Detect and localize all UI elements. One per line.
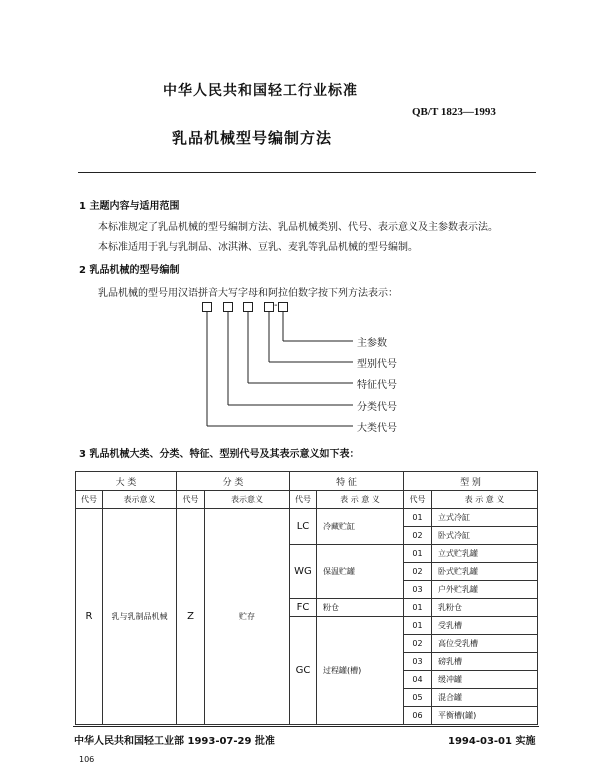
type-code-cell: 02 [404,635,432,653]
classification-table [75,471,538,725]
sub-header: 表示意义 [103,491,177,509]
standard-org-heading: 中华人民共和国轻工行业标准 [163,83,358,99]
type-meaning-cell: 受乳槽 [432,617,538,635]
code-box-main-param [278,302,288,312]
type-code-cell: 03 [404,653,432,671]
type-meaning-cell: 户外贮乳罐 [432,581,538,599]
type-meaning-cell: 卧式冷缸 [432,527,538,545]
feature-meaning-cell: 过程罐(槽) [317,617,404,725]
code-dash: - [274,300,278,311]
type-code-cell: 01 [404,599,432,617]
type-code-cell: 01 [404,617,432,635]
approval-text: 中华人民共和国轻工业部 1993-07-29 批准 [74,736,275,747]
type-meaning-cell: 立式冷缸 [432,509,538,527]
section-3-heading: 3 乳品机械大类、分类、特征、型别代号及其表示意义如下表： [79,449,360,460]
type-meaning-cell: 高位受乳槽 [432,635,538,653]
section-1-heading: 1 主题内容与适用范围 [79,201,180,212]
type-meaning-cell: 平衡槽(罐) [432,707,538,725]
document-title: 乳品机械型号编制方法 [172,129,333,147]
type-code-cell: 06 [404,707,432,725]
type-code-cell: 03 [404,581,432,599]
type-code-cell: 05 [404,689,432,707]
major-meaning-cell: 乳与乳制品机械 [103,509,177,725]
group-header-feature: 特 征 [290,472,404,491]
code-box-major [202,302,212,312]
feature-meaning-cell: 粉仓 [317,599,404,617]
category-code-cell: Z [177,509,205,725]
sub-header: 表示意义 [205,491,290,509]
code-box-category [223,302,233,312]
section-2-heading: 2 乳品机械的型号编制 [79,265,180,276]
feature-code-cell: GC [290,617,317,725]
category-meaning-cell: 贮存 [205,509,290,725]
type-meaning-cell: 立式贮乳罐 [432,545,538,563]
label-category-code: 分类代号 [357,402,397,413]
sub-header: 代号 [76,491,103,509]
implementation-text: 1994-03-01 实施 [448,736,536,747]
feature-meaning-cell: 保温贮罐 [317,545,404,599]
sub-header: 表 示 意 义 [432,491,538,509]
type-code-cell: 04 [404,671,432,689]
footer-divider [73,726,539,727]
label-type-code: 型别代号 [357,359,397,370]
type-code-cell: 01 [404,509,432,527]
sub-header: 代号 [177,491,205,509]
page-number: 106 [79,755,95,764]
table-row [76,509,538,527]
group-header-major: 大 类 [76,472,177,491]
label-feature-code: 特征代号 [357,380,397,391]
feature-code-cell: FC [290,599,317,617]
sub-header: 表 示 意 义 [317,491,404,509]
section-1-paragraph-2: 本标准适用于乳与乳制品、冰淇淋、豆乳、麦乳等乳品机械的型号编制。 [98,242,418,253]
feature-meaning-cell: 冷藏贮缸 [317,509,404,545]
type-meaning-cell: 磅乳槽 [432,653,538,671]
section-1-paragraph-1: 本标准规定了乳品机械的型号编制方法、乳品机械类别、代号、表示意义及主参数表示法。 [98,222,498,233]
label-major-code: 大类代号 [357,423,397,434]
table-group-header-row [76,472,538,491]
sub-header: 代号 [404,491,432,509]
standard-code: QB/T 1823—1993 [412,106,496,118]
type-code-cell: 02 [404,563,432,581]
type-meaning-cell: 缓冲罐 [432,671,538,689]
type-meaning-cell: 乳粉仓 [432,599,538,617]
label-main-param: 主参数 [357,338,387,349]
table-sub-header-row [76,491,538,509]
sub-header: 代号 [290,491,317,509]
section-2-paragraph-1: 乳品机械的型号用汉语拼音大写字母和阿拉伯数字按下列方法表示： [98,288,398,299]
group-header-category: 分 类 [177,472,290,491]
group-header-type: 型 别 [404,472,538,491]
type-meaning-cell: 混合罐 [432,689,538,707]
feature-code-cell: LC [290,509,317,545]
code-box-type [264,302,274,312]
feature-code-cell: WG [290,545,317,599]
type-meaning-cell: 卧式贮乳罐 [432,563,538,581]
header-divider [78,172,536,173]
major-code-cell: R [76,509,103,725]
code-box-feature [243,302,253,312]
type-code-cell: 02 [404,527,432,545]
type-code-cell: 01 [404,545,432,563]
